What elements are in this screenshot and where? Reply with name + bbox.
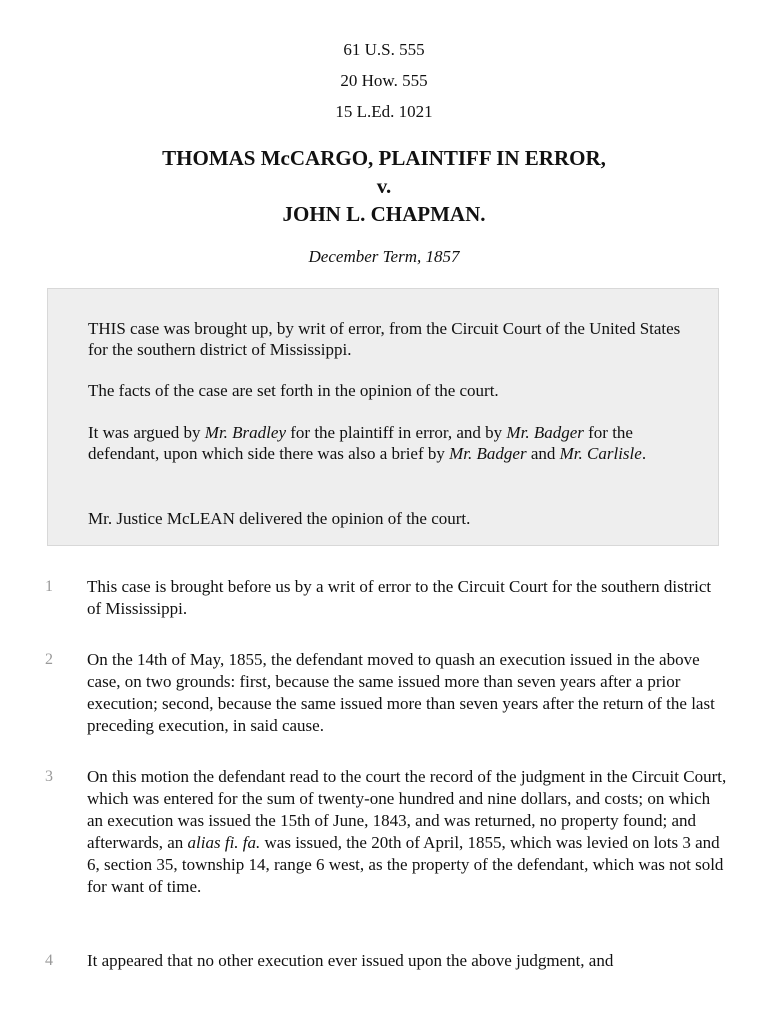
paragraph-number: 1 (45, 578, 53, 595)
citation-howard: 20 How. 555 (340, 71, 428, 90)
counsel-name: Mr. Badger (449, 444, 527, 463)
paragraph-number: 3 (45, 768, 53, 785)
versus: v. (376, 174, 392, 198)
paragraph-text: It appeared that no other execution ever issued upon the above judgment, and (87, 951, 614, 970)
plaintiff-name: THOMAS McCARGO, PLAINTIFF IN ERROR, (162, 146, 606, 170)
opinion-author-line: Mr. Justice McLEAN delivered the opinion of the court. (88, 509, 471, 528)
text-run: and (526, 444, 560, 463)
counsel-name: Mr. Bradley (204, 423, 286, 442)
text-run: for the plaintiff in error, and by (286, 423, 507, 442)
text-run: was issued, the 20th of April, 1855, which was levied on lots 3 and 6, section 35, township 14, range 6 west, as the property of the defendant, which was not sold for want of time. (87, 833, 724, 896)
counsel-name: Mr. Badger (506, 423, 584, 442)
text-run: It was argued by (88, 423, 205, 442)
paragraph-number: 2 (45, 651, 53, 668)
case-title (0, 144, 768, 228)
text-run: . (641, 444, 647, 463)
counsel-name: Mr. Carlisle (559, 444, 642, 463)
paragraph-text (87, 766, 727, 898)
defendant-name: JOHN L. CHAPMAN. (282, 202, 486, 226)
text-run: for the defendant, upon which side there was also a brief by (88, 423, 633, 463)
case-citations (0, 34, 768, 127)
court-term: December Term, 1857 (308, 247, 460, 266)
legal-term: alias fi. fa. (187, 833, 261, 852)
citation-us-reports: 61 U.S. 555 (343, 40, 425, 59)
paragraph-number: 4 (45, 952, 53, 969)
syllabus-paragraph-counsel (88, 422, 688, 464)
syllabus-paragraph: The facts of the case are set forth in the opinion of the court. (88, 381, 499, 400)
citation-lawyers-edition: 15 L.Ed. 1021 (335, 102, 433, 121)
syllabus-paragraph: THIS case was brought up, by writ of error, from the Circuit Court of the United States for the southern district of Mississippi. (88, 319, 681, 359)
syllabus-box (47, 288, 719, 546)
text-run: On this motion the defendant read to the court the record of the judgment in the Circuit Court, which was entered for the sum of twenty-one hundred and nine dollars, and costs; on which an execution was issued the 15th of June, 1843, and was returned, no property found; and afterwards, an (87, 767, 727, 852)
paragraph-text: This case is brought before us by a writ of error to the Circuit Court for the southern district of Mississippi. (87, 577, 712, 618)
paragraph-text: On the 14th of May, 1855, the defendant moved to quash an execution issued in the above case, on two grounds: first, because the same issued more than seven years after a prior execution; second, because the same issued more than seven years after the return of the last preceding execution, in said cause. (87, 650, 715, 735)
